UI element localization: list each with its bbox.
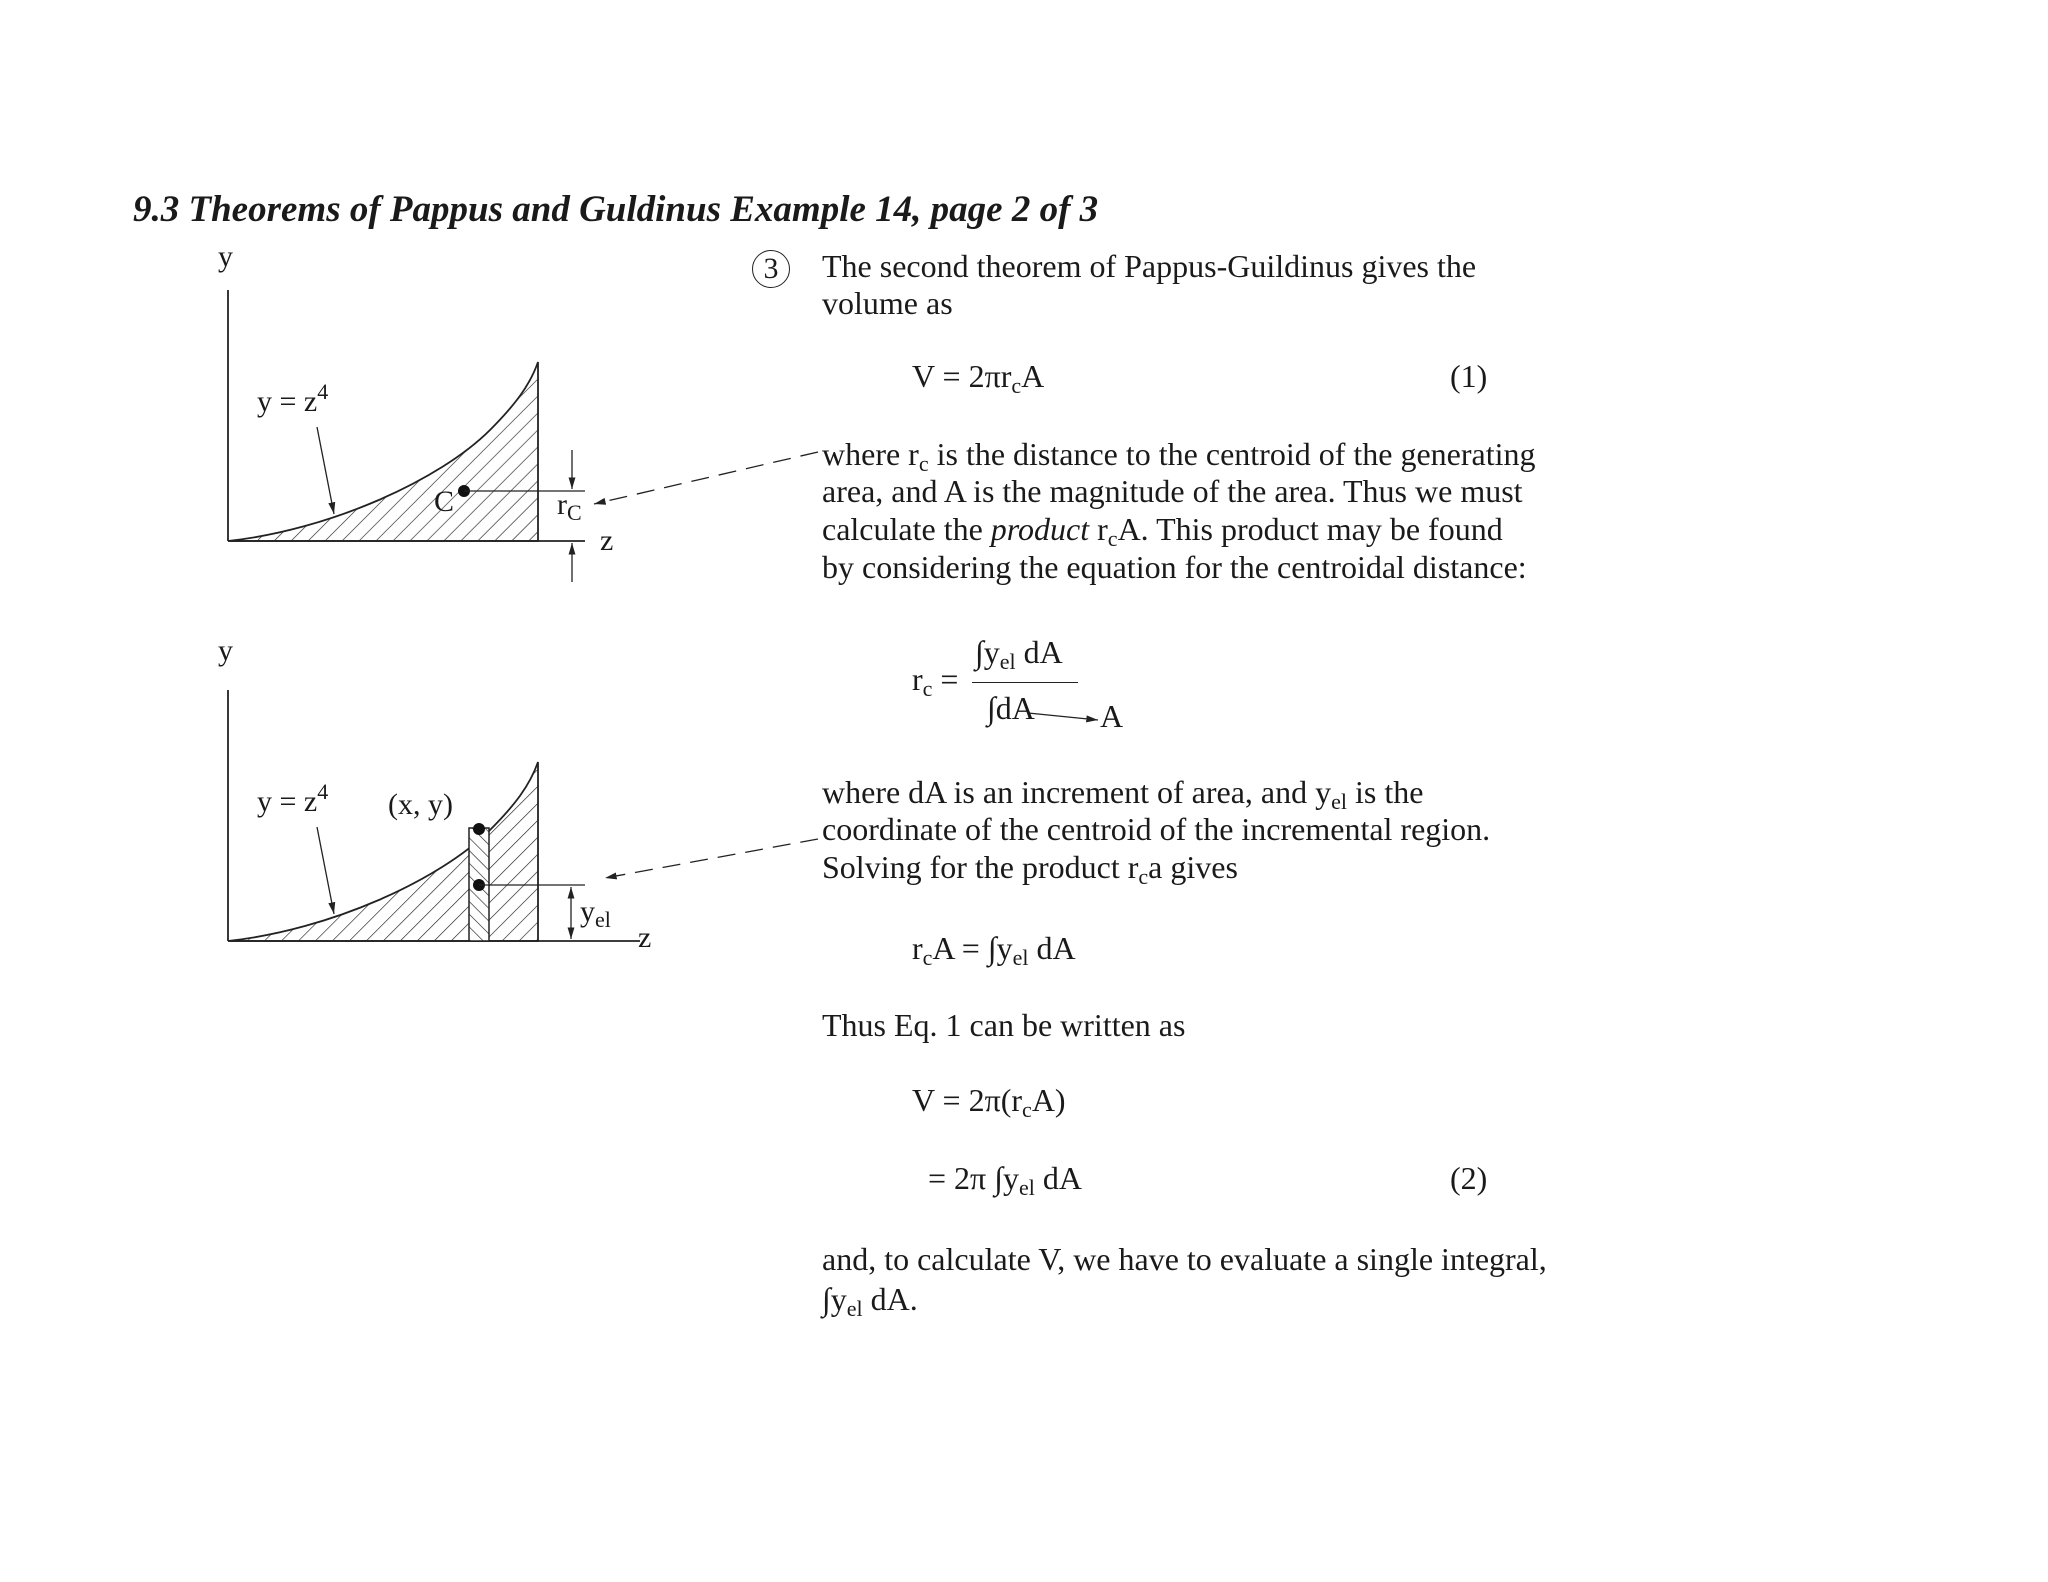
equation-rcA: $r_cA = \int y_{el}$ dA [912, 930, 1076, 970]
para4: Thus Eq. 1 can be written as [822, 1007, 1186, 1043]
para3-line1: where dA is an increment of area, and $y_{el}$ is the [822, 774, 1424, 814]
fig1-curve-leader [317, 427, 334, 514]
frac-arrow [1028, 713, 1098, 720]
fig2-z-axis-label: z [638, 921, 652, 954]
fig1-rc-label: $r_C$ [557, 488, 582, 525]
step-number-badge: 3 [752, 250, 790, 288]
para3-line3: Solving for the product $r_ca$ gives [822, 849, 1238, 889]
fig1-centroid-label: C [434, 485, 455, 518]
fraction-numerator: $\int y_{el}$ dA [975, 634, 1063, 674]
fraction-lhs: $r_c$ = [912, 661, 959, 701]
fig2-curve-leader [317, 827, 334, 914]
equation-1: $V = 2\pi r_cA$ [912, 358, 1045, 398]
para2-line4: by considering the equation for the centroidal distance: [822, 549, 1527, 585]
page-title: 9.3 Theorems of Pappus and Guldinus Example 14, page 2 of 3 [133, 189, 1099, 230]
fig1-dash-leader [594, 452, 818, 504]
fig1-z-axis-label: z [600, 524, 614, 557]
fig2-curve-label: $y = z^4$ [257, 779, 329, 818]
equation-4: $V = 2\pi(r_cA)$ [912, 1082, 1066, 1122]
fig2-dash-leader [605, 839, 818, 878]
equation-2-number: (2) [1450, 1160, 1488, 1196]
fraction-bar [972, 682, 1078, 683]
para2-line3: calculate the product $r_cA$. This product may be found [822, 511, 1503, 551]
para2-line2: area, and A is the magnitude of the area. Thus we must [822, 473, 1523, 509]
equation-5: = 2π $\int y_{el}$ dA [928, 1160, 1082, 1200]
fraction-arrow-label: A [1100, 698, 1124, 734]
para5-line2: $\int y_{el}$ dA. [822, 1281, 918, 1321]
equation-1-number: (1) [1450, 358, 1488, 394]
fig2-y-axis-label: y [218, 634, 233, 667]
fig2-point-dot [473, 823, 485, 835]
para1-line2: volume as [822, 285, 953, 321]
figure1-diagram [228, 290, 818, 582]
para3-line2: coordinate of the centroid of the incremental region. [822, 811, 1491, 847]
fraction-denominator: ∫dA [987, 690, 1035, 726]
para1-line1: The second theorem of Pappus-Guildinus gives the [822, 248, 1477, 284]
fig2-yel-label: $y_{el}$ [580, 895, 611, 932]
fig2-point-label: (x, y) [388, 788, 453, 821]
fig1-curve-label: $y = z^4$ [257, 379, 329, 418]
para5-line1: and, to calculate V, we have to evaluate a single integral, [822, 1241, 1547, 1277]
para2-line1: where $r_c$ is the distance to the centroid of the generating [822, 436, 1536, 476]
fig1-y-axis-label: y [218, 240, 233, 273]
